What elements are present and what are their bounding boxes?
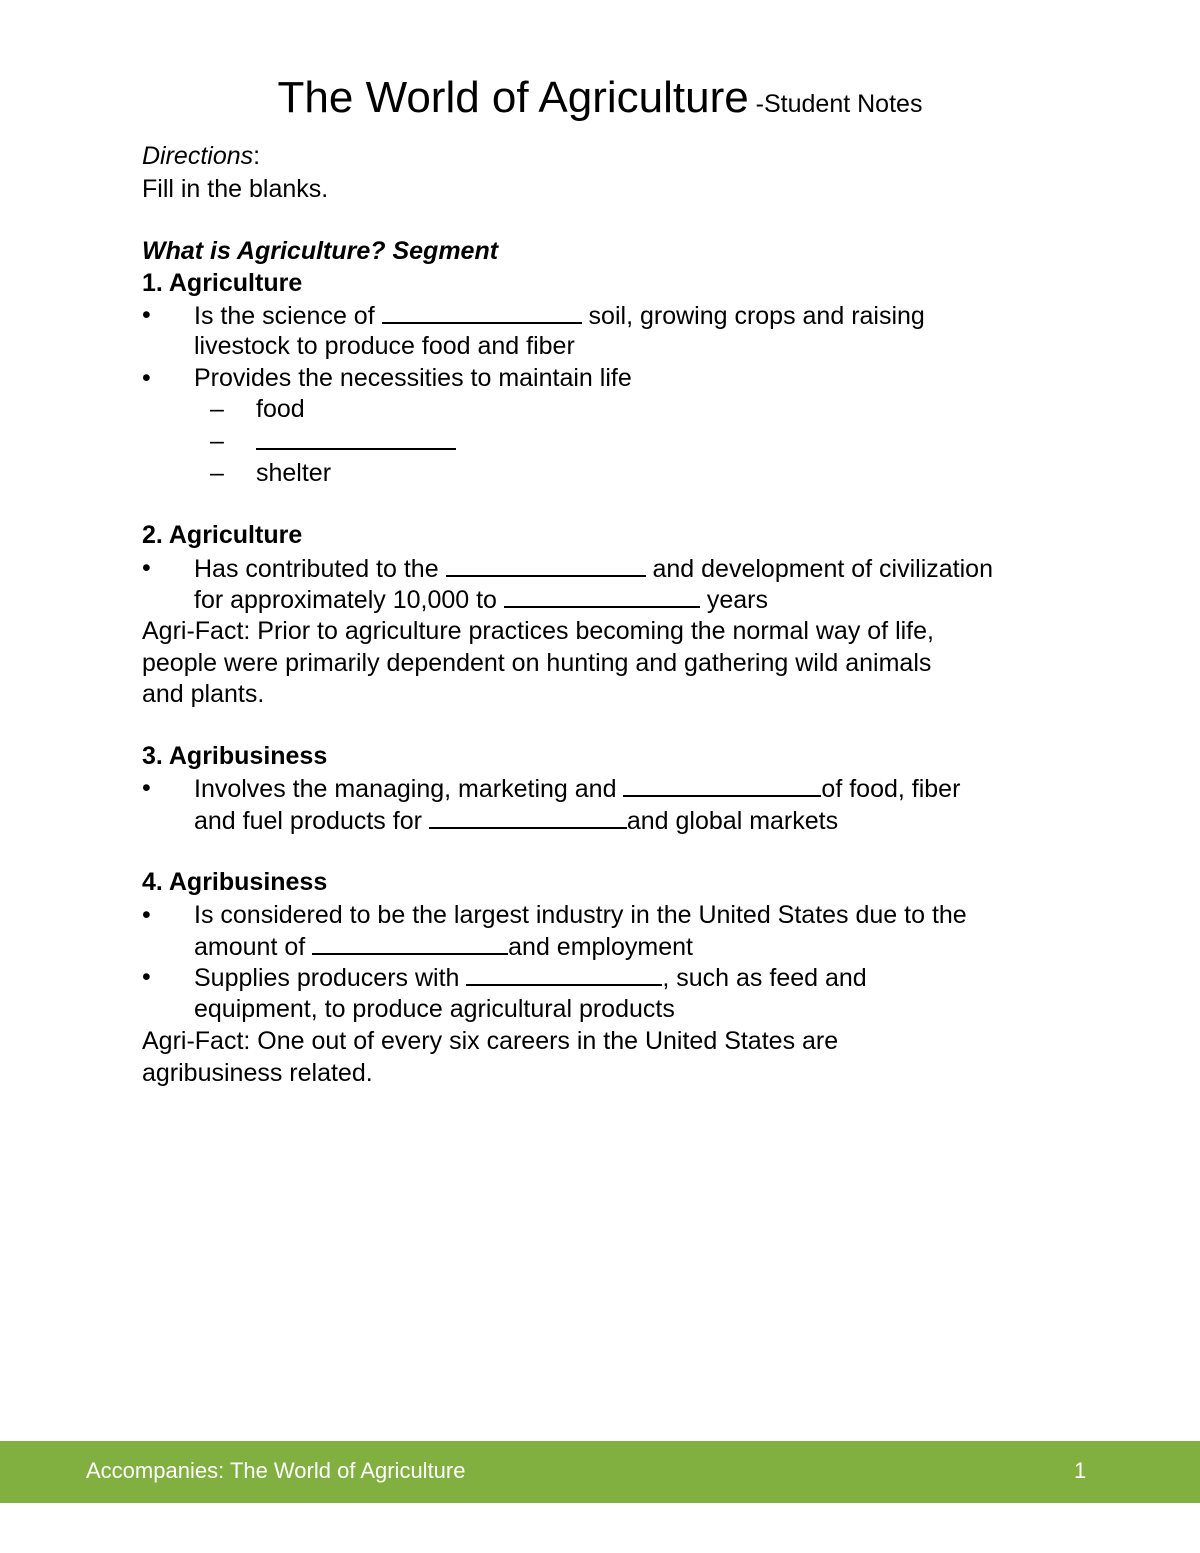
title-subtitle: -Student Notes bbox=[748, 90, 923, 118]
text-fragment: Is the science of bbox=[194, 302, 382, 330]
text-fragment: years bbox=[699, 586, 768, 614]
section-3-bullet-1 bbox=[194, 773, 960, 805]
fill-blank[interactable] bbox=[256, 426, 456, 450]
fill-blank[interactable] bbox=[446, 553, 646, 577]
section-2-bullet-1-cont bbox=[194, 584, 768, 616]
section-3-bullet-1-cont bbox=[194, 805, 838, 837]
page-number: 1 bbox=[1074, 1458, 1087, 1483]
text-fragment: and employment bbox=[508, 933, 693, 961]
dash-icon: – bbox=[210, 395, 224, 423]
text-fragment: , such as feed and bbox=[662, 964, 867, 992]
text-fragment: Supplies producers with bbox=[194, 964, 467, 992]
section-2-heading: 2. Agriculture bbox=[142, 521, 303, 549]
text-fragment: for approximately 10,000 to bbox=[194, 586, 504, 614]
fill-blank[interactable] bbox=[466, 962, 662, 986]
bullet-icon: • bbox=[142, 774, 151, 802]
section-1-sub-3: shelter bbox=[256, 459, 332, 487]
section-4-bullet-1-cont bbox=[194, 931, 693, 963]
section-4-bullet-2-cont: equipment, to produce agricultural products bbox=[194, 995, 675, 1023]
section-2-fact-line-1: Agri-Fact: Prior to agriculture practices becoming the normal way of life, bbox=[142, 617, 934, 645]
section-4-fact-line-2: agribusiness related. bbox=[142, 1059, 373, 1087]
directions-label-line bbox=[142, 141, 260, 172]
fill-blank[interactable] bbox=[312, 931, 508, 955]
bullet-icon: • bbox=[142, 901, 151, 929]
section-4-heading: 4. Agribusiness bbox=[142, 868, 328, 896]
page-title bbox=[0, 72, 1200, 134]
text-fragment: amount of bbox=[194, 933, 313, 961]
section-1-bullet-1 bbox=[194, 300, 925, 332]
section-2-fact-line-2: people were primarily dependent on hunting and gathering wild animals bbox=[142, 649, 932, 677]
title-main: The World of Agriculture bbox=[277, 73, 749, 122]
section-4-bullet-2 bbox=[194, 962, 867, 994]
text-fragment: soil, growing crops and raising bbox=[581, 302, 925, 330]
section-1-sub-1: food bbox=[256, 395, 305, 423]
section-4-bullet-1: Is considered to be the largest industry in the United States due to the bbox=[194, 901, 967, 929]
segment-heading: What is Agriculture? Segment bbox=[142, 237, 499, 265]
bullet-icon: • bbox=[142, 301, 151, 329]
bullet-icon: • bbox=[142, 554, 151, 582]
section-3-heading: 3. Agribusiness bbox=[142, 742, 328, 770]
text-fragment: Involves the managing, marketing and bbox=[194, 775, 624, 803]
directions-colon: : bbox=[253, 142, 261, 170]
fill-blank[interactable] bbox=[382, 300, 582, 324]
section-1-bullet-1-cont: livestock to produce food and fiber bbox=[194, 332, 575, 360]
section-4-fact-line-1: Agri-Fact: One out of every six careers in the United States are bbox=[142, 1027, 839, 1055]
footer-bar bbox=[0, 1441, 1200, 1503]
section-1-sub-2 bbox=[256, 426, 456, 458]
fill-blank[interactable] bbox=[504, 584, 700, 608]
section-2-fact-line-3: and plants. bbox=[142, 680, 265, 708]
text-fragment: of food, fiber bbox=[821, 775, 961, 803]
section-2-bullet-1 bbox=[194, 553, 993, 585]
text-fragment: and development of civilization bbox=[645, 555, 993, 583]
dash-icon: – bbox=[210, 427, 224, 455]
text-fragment: and fuel products for bbox=[194, 807, 429, 835]
directions-text: Fill in the blanks. bbox=[142, 175, 329, 203]
fill-blank[interactable] bbox=[429, 805, 627, 829]
section-1-heading: 1. Agriculture bbox=[142, 269, 303, 297]
text-fragment: Has contributed to the bbox=[194, 555, 446, 583]
footer-text: Accompanies: The World of Agriculture bbox=[86, 1458, 466, 1483]
bullet-icon: • bbox=[142, 963, 151, 991]
directions-label: Directions bbox=[142, 142, 254, 170]
section-1-bullet-2: Provides the necessities to maintain life bbox=[194, 364, 632, 392]
bullet-icon: • bbox=[142, 364, 151, 392]
dash-icon: – bbox=[210, 459, 224, 487]
text-fragment: and global markets bbox=[626, 807, 839, 835]
fill-blank[interactable] bbox=[623, 773, 821, 797]
